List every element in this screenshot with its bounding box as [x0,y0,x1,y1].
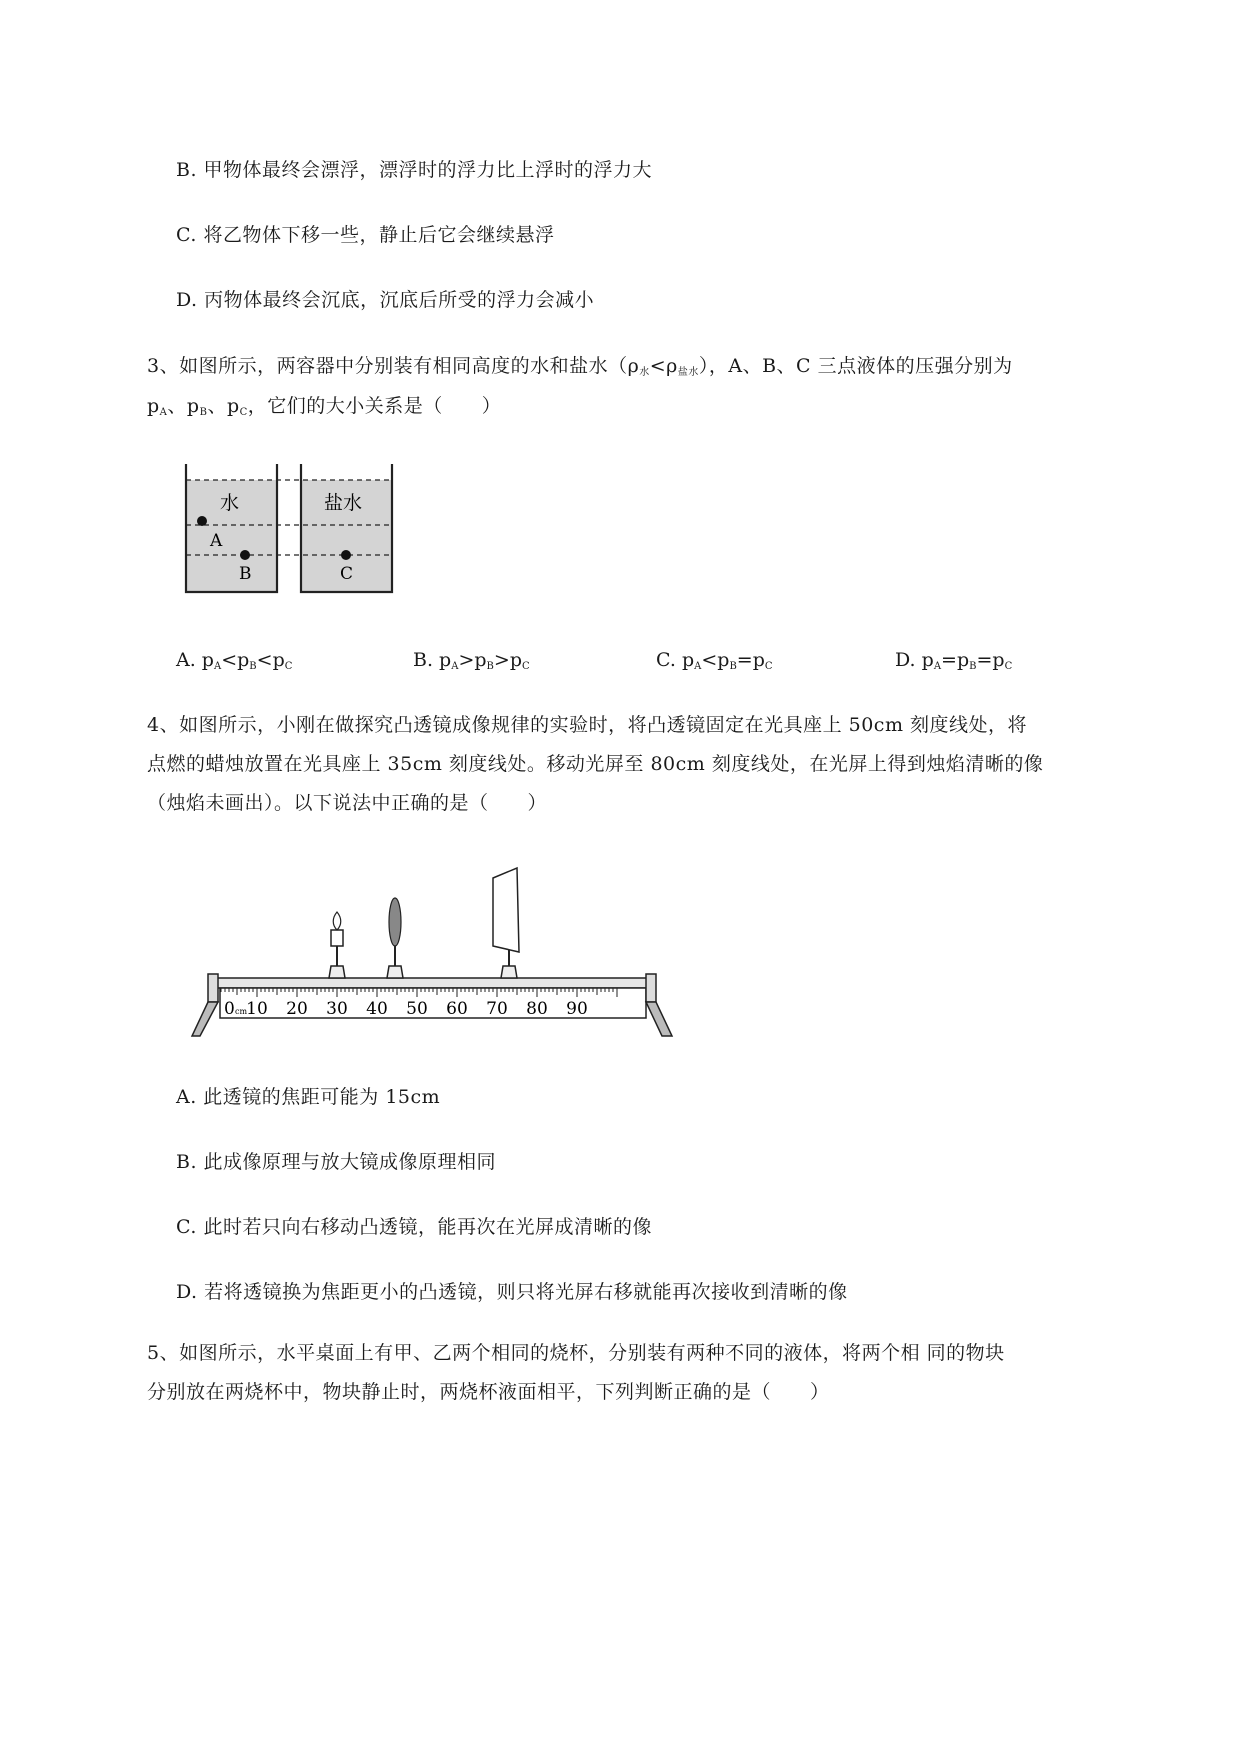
q5-stem-line2: 分别放在两烧杯中，物块静止时，两烧杯液面相平，下列判断正确的是（ ） [147,1381,830,1403]
point-c-label: C [340,564,354,584]
q3-sub-salt: 盐水 [677,367,699,378]
q3-option-b: B. $p_A>p_B>p_C$ [413,649,530,672]
sub-c: C [522,661,530,672]
q2-option-c: C. 将乙物体下移一些，静止后它会继续悬浮 [176,224,555,246]
q3-sub-c: C [239,407,248,418]
right-leg [646,1002,672,1036]
right-end-block [646,974,656,1002]
q3-option-d: D. $p_A=p_B=p_C$ [895,649,1013,672]
tick-0: 0 [224,999,235,1019]
tick-60: 60 [446,999,468,1019]
option-label: B. [413,649,434,671]
q3-sub-water: 水 [639,367,650,378]
candle-holder [329,966,345,978]
sub-c: C [1004,661,1013,672]
screen-holder [501,966,517,978]
option-label: D. [895,649,916,671]
q2-option-d: D. 丙物体最终会沉底，沉底后所受的浮力会减小 [176,289,595,311]
q3-p: p [186,395,200,417]
sub-c: C [764,661,773,672]
q4-option-d: D. 若将透镜换为焦距更小的凸透镜，则只将光屏右移就能再次接收到清晰的像 [176,1281,848,1303]
q3-sub-a: A [159,407,168,418]
label-water: 水 [220,492,240,514]
q3-sep: 、 [167,395,187,417]
tick-90: 90 [566,999,588,1019]
q2-option-b: B. 甲物体最终会漂浮，漂浮时的浮力比上浮时的浮力大 [176,159,653,181]
q4-option-a: A. 此透镜的焦距可能为 15cm [176,1086,441,1108]
point-c-dot [341,550,351,560]
tick-50: 50 [406,999,428,1019]
convex-lens [389,898,401,946]
q3-less-than: <ρ [649,355,678,377]
q3-option-a: A. $p_A<p_B<p_C$ [176,649,293,672]
sub-a: A [213,661,222,672]
bench-rail [212,978,652,988]
tick-80: 80 [526,999,548,1019]
tick-30: 30 [326,999,348,1019]
tick-10: 10 [246,999,268,1019]
candle-body [331,930,343,946]
q3-stem-line2 [147,394,501,425]
point-a-dot [197,516,207,526]
q4-optical-bench-figure [190,850,680,1040]
q5-stem-line1: 5、如图所示，水平桌面上有甲、乙两个相同的烧杯，分别装有两种不同的液体，将两个相 同的物块 [147,1342,1005,1364]
tick-20: 20 [286,999,308,1019]
tick-40: 40 [366,999,388,1019]
q3-stem-text-a: 3、如图所示，两容器中分别装有相同高度的水和盐水（ρ [147,355,640,377]
candle-flame-icon [333,912,341,930]
q3-sub-b: B [199,407,208,418]
q4-stem-line3: （烛焰未画出）。以下说法中正确的是（ ） [147,792,548,814]
sub-b: B [486,661,494,672]
light-screen [493,868,519,952]
tick-70: 70 [486,999,508,1019]
q3-stem-text-b: ），A、B、C 三点液体的压强分别为 [698,355,1013,377]
q3-p: p [226,395,240,417]
q4-option-b: B. 此成像原理与放大镜成像原理相同 [176,1151,497,1173]
q3-stem-line1 [147,354,1013,385]
point-a-label: A [210,531,223,551]
q3-containers-figure [184,462,394,595]
sub-a: A [933,661,942,672]
sub-c: C [284,661,293,672]
tick-cm: cm [235,1007,248,1016]
sub-b: B [729,661,737,672]
option-label: C. [656,649,676,671]
left-end-block [208,974,218,1002]
point-b-label: B [239,564,252,584]
q4-stem-line1: 4、如图所示，小刚在做探究凸透镜成像规律的实验时，将凸透镜固定在光具座上 50cm 刻度线处，将 [147,714,1028,736]
q3-p: p [147,395,160,417]
sub-b: B [969,661,977,672]
left-leg [192,1002,218,1036]
q4-option-c: C. 此时若只向右移动凸透镜，能再次在光屏成清晰的像 [176,1216,652,1238]
lens-holder [387,966,403,978]
sub-a: A [694,661,702,672]
point-b-dot [240,550,250,560]
sub-a: A [451,661,459,672]
q3-stem-tail: ，它们的大小关系是（ ） [247,395,502,417]
label-saltwater: 盐水 [324,492,363,514]
option-label: A. [176,649,196,671]
q3-sep: 、 [207,395,227,417]
q4-stem-line2: 点燃的蜡烛放置在光具座上 35cm 刻度线处。移动光屏至 80cm 刻度线处，在光屏上得到烛焰清晰的像 [147,753,1044,775]
sub-b: B [249,661,257,672]
q3-option-c: C. $p_A<p_B=p_C$ [656,649,773,672]
